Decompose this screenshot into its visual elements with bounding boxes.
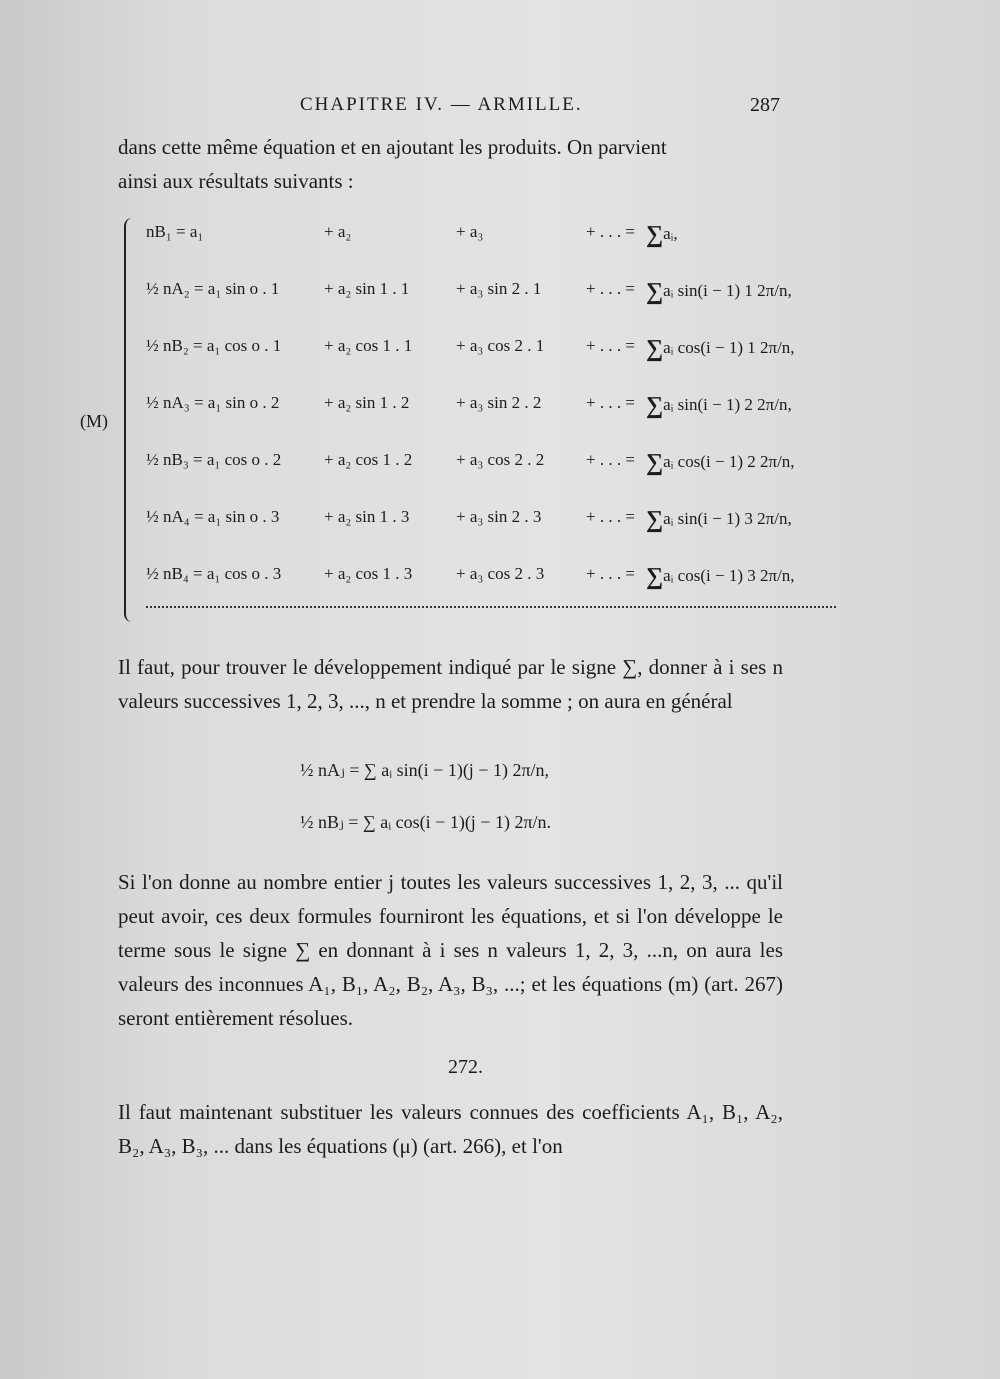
equation-term-t4: + . . . = bbox=[586, 279, 635, 298]
running-header bbox=[130, 92, 780, 122]
equation-term-lhs: ½ nA₄ = a₁ sin o . 3 bbox=[146, 507, 280, 526]
intro-line-1: dans cette même équation et en ajoutant les produits. On parvient bbox=[118, 135, 667, 159]
equation-sum bbox=[646, 336, 795, 363]
equation-term-t4: + . . . = bbox=[586, 222, 635, 241]
equation-term-t4: + . . . = bbox=[586, 564, 635, 583]
general-equation-b: ½ nBⱼ = ∑ aᵢ cos(i − 1)(j − 1) 2π/n. bbox=[300, 812, 552, 832]
system-label: (M) bbox=[80, 411, 108, 431]
equation-term-t3: + a₃ bbox=[456, 222, 484, 241]
paragraph-integer-text: Si l'on donne au nombre entier j toutes les valeurs successives 1, 2, 3, ... qu'il peut avoir, ces deux formules fourniront les équations, et si l'on développe le terme sous le signe ∑ en donnant à i ses n valeurs 1, 2, 3, ...n, on aura les valeurs des inconnues A₁, B₁, A₂, B₂, A₃, B₃, ...; et les équations (m) (art. 267) seront entièrement résolues. bbox=[118, 870, 783, 1030]
sum-term: aᵢ cos(i − 1) 3 2π/n, bbox=[663, 566, 795, 585]
sigma-symbol: ∑ bbox=[646, 564, 664, 590]
equation-sum bbox=[646, 450, 795, 477]
equation-term-t3: + a₃ cos 2 . 2 bbox=[456, 450, 545, 469]
equation-term-t2: + a₂ cos 1 . 3 bbox=[324, 564, 413, 583]
paragraph-substitute bbox=[118, 1095, 783, 1163]
equation-term-lhs: nB₁ = a₁ bbox=[146, 222, 204, 241]
continuation-dots bbox=[146, 606, 836, 608]
equation-term-t2: + a₂ sin 1 . 1 bbox=[324, 279, 410, 298]
equation-term-t4: + . . . = bbox=[586, 507, 635, 526]
sum-term: aᵢ cos(i − 1) 2 2π/n, bbox=[663, 452, 795, 471]
equation-row bbox=[146, 265, 836, 321]
equation-term-t4: + . . . = bbox=[586, 393, 635, 412]
sum-term: aᵢ sin(i − 1) 2 2π/n, bbox=[663, 395, 792, 414]
intro-line-2: ainsi aux résultats suivants : bbox=[118, 169, 354, 193]
equation-term-t2: + a₂ sin 1 . 3 bbox=[324, 507, 410, 526]
left-brace bbox=[124, 218, 136, 622]
equation-sum bbox=[646, 507, 792, 534]
equation-term-t3: + a₃ cos 2 . 1 bbox=[456, 336, 545, 355]
equation-term-t2: + a₂ cos 1 . 1 bbox=[324, 336, 413, 355]
general-equation-a: ½ nAⱼ = ∑ aᵢ sin(i − 1)(j − 1) 2π/n, bbox=[300, 760, 550, 780]
equation-system-m bbox=[80, 208, 840, 628]
equation-term-t3: + a₃ cos 2 . 3 bbox=[456, 564, 545, 583]
sum-term: aᵢ cos(i − 1) 1 2π/n, bbox=[663, 338, 795, 357]
equation-term-t2: + a₂ sin 1 . 2 bbox=[324, 393, 410, 412]
section-number: 272. bbox=[448, 1056, 483, 1078]
paragraph-integer-values bbox=[118, 865, 783, 1035]
equation-row bbox=[146, 493, 836, 549]
equation-term-t2: + a₂ bbox=[324, 222, 352, 241]
equation-term-t4: + . . . = bbox=[586, 450, 635, 469]
sigma-symbol: ∑ bbox=[646, 507, 664, 533]
equation-term-t2: + a₂ cos 1 . 2 bbox=[324, 450, 413, 469]
intro-paragraph bbox=[118, 130, 783, 198]
sigma-symbol: ∑ bbox=[646, 393, 664, 419]
page-number: 287 bbox=[750, 94, 780, 116]
sigma-symbol: ∑ bbox=[646, 336, 664, 362]
equation-sum bbox=[646, 222, 678, 249]
paragraph-sum-instructions bbox=[118, 650, 783, 718]
chapter-title: CHAPITRE IV. — ARMILLE. bbox=[300, 94, 583, 115]
sum-term: aᵢ sin(i − 1) 3 2π/n, bbox=[663, 509, 792, 528]
equation-term-lhs: ½ nB₄ = a₁ cos o . 3 bbox=[146, 564, 282, 583]
equation-row bbox=[146, 436, 836, 492]
equation-sum bbox=[646, 279, 792, 306]
equation-term-t3: + a₃ sin 2 . 2 bbox=[456, 393, 542, 412]
sum-term: aᵢ sin(i − 1) 1 2π/n, bbox=[663, 281, 792, 300]
equation-term-t3: + a₃ sin 2 . 3 bbox=[456, 507, 542, 526]
equation-term-lhs: ½ nA₂ = a₁ sin o . 1 bbox=[146, 279, 280, 298]
equation-sum bbox=[646, 393, 792, 420]
equation-term-t4: + . . . = bbox=[586, 336, 635, 355]
equation-row bbox=[146, 550, 836, 606]
equation-term-lhs: ½ nB₃ = a₁ cos o . 2 bbox=[146, 450, 282, 469]
sigma-symbol: ∑ bbox=[646, 450, 664, 476]
sigma-symbol: ∑ bbox=[646, 222, 664, 248]
equation-row bbox=[146, 322, 836, 378]
equation-term-t3: + a₃ sin 2 . 1 bbox=[456, 279, 542, 298]
paragraph-sum-text: Il faut, pour trouver le développement indiqué par le signe ∑, donner à i ses n valeurs successives 1, 2, 3, ..., n et prendre la somme ; on aura en général bbox=[118, 655, 783, 713]
sum-term: aᵢ, bbox=[663, 224, 678, 243]
equation-term-lhs: ½ nB₂ = a₁ cos o . 1 bbox=[146, 336, 282, 355]
sigma-symbol: ∑ bbox=[646, 279, 664, 305]
equation-sum bbox=[646, 564, 795, 591]
equation-row bbox=[146, 379, 836, 435]
equation-term-lhs: ½ nA₃ = a₁ sin o . 2 bbox=[146, 393, 280, 412]
equation-row bbox=[146, 208, 836, 264]
paragraph-substitute-text: Il faut maintenant substituer les valeurs connues des coefficients A₁, B₁, A₂, B₂, A₃, B₃, ... dans les équations (μ) (art. 266), et l'on bbox=[118, 1100, 783, 1158]
